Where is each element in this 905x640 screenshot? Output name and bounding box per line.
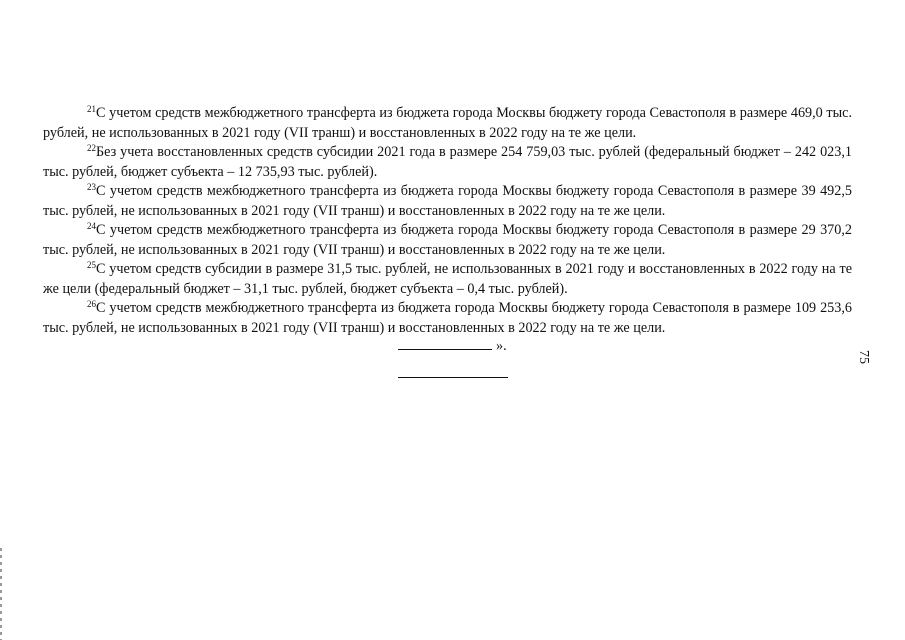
footnote-text: С учетом средств межбюджетного трансферта из бюджета города Москвы бюджету города Севастополя в размере 29 370,2 тыс. рублей, не использованных в 2021 году (VII транш) и восстановленных в 2022 году на те же цели.: [43, 222, 852, 258]
separator-line: [398, 377, 508, 378]
footnote-number: 24: [87, 221, 96, 231]
footnote-number: 21: [87, 104, 96, 114]
footnote-number: 22: [87, 143, 96, 153]
footnote-number: 25: [87, 260, 96, 270]
footnote-text: С учетом средств межбюджетного трансферта из бюджета города Москвы бюджету города Севастополя в размере 39 492,5 тыс. рублей, не использованных в 2021 году (VII транш) и восстановленных в 2022 году на те же цели.: [43, 183, 852, 219]
footnote-24: [43, 221, 852, 260]
footnote-25: [43, 260, 852, 299]
footnote-text: С учетом средств субсидии в размере 31,5 тыс. рублей, не использованных в 2021 году и восстановленных в 2022 году на те же цели (федеральный бюджет – 31,1 тыс. рублей, бюджет субъекта – 0,4 тыс. рублей).: [43, 261, 852, 297]
footnote-text: С учетом средств межбюджетного трансферта из бюджета города Москвы бюджету города Севастополя в размере 469,0 тыс. рублей, не использованных в 2021 году (VII транш) и восстановленных в 2022 году на те же цели.: [43, 105, 852, 141]
footnote-22: [43, 143, 852, 182]
footnote-number: 23: [87, 182, 96, 192]
footnote-21: [43, 104, 852, 143]
page-number: 75: [856, 350, 871, 364]
footnote-number: 26: [87, 299, 96, 309]
footnotes-block: [43, 104, 852, 338]
footnote-23: [43, 182, 852, 221]
closing-underline: [398, 336, 492, 350]
closing-quote-mark: ».: [496, 338, 507, 354]
footnote-26: [43, 299, 852, 338]
footnote-text: С учетом средств межбюджетного трансферта из бюджета города Москвы бюджету города Севастополя в размере 109 253,6 тыс. рублей, не использованных в 2021 году (VII транш) и восстановленных в 2022 году на те же цели.: [43, 300, 852, 336]
footnote-text: Без учета восстановленных средств субсидии 2021 года в размере 254 759,03 тыс. рублей (федеральный бюджет – 242 023,1 тыс. рублей, бюджет субъекта – 12 735,93 тыс. рублей).: [43, 144, 852, 180]
scan-edge-mark: [0, 548, 2, 640]
closing-line: [398, 336, 507, 356]
